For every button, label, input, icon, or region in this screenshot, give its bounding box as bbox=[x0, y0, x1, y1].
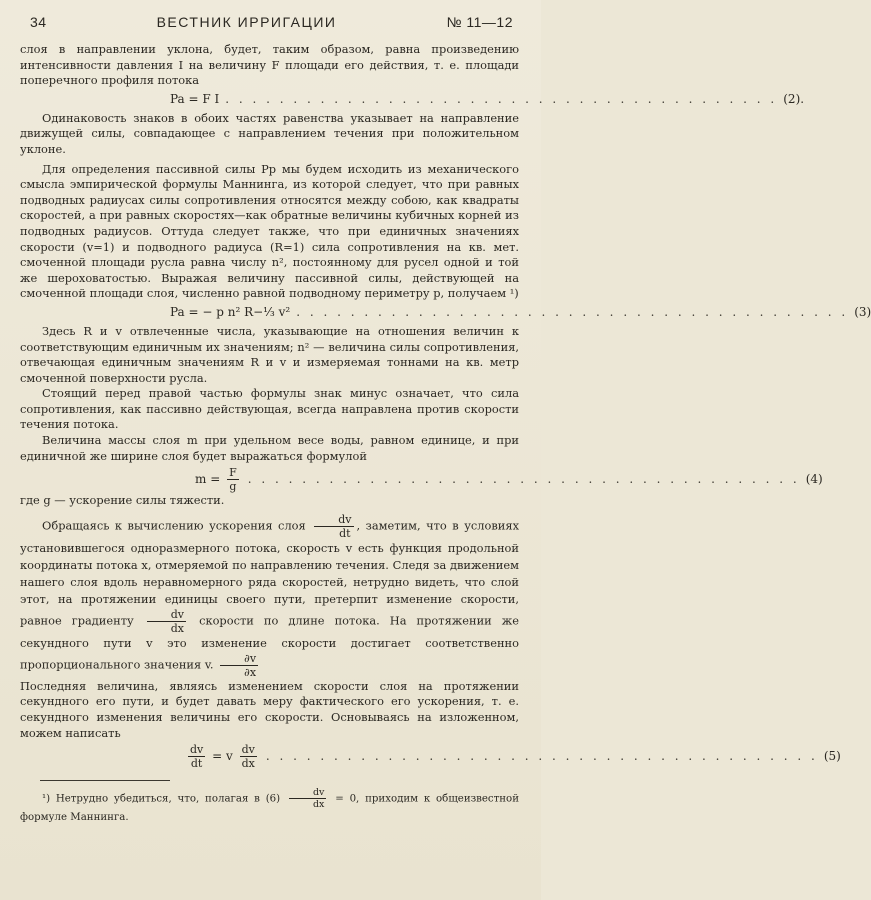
paragraph-2: Одинаковость знаков в обоих частях равенства указывает на направление движущей силы, совпадающее с направлением течения при положительном уклоне. bbox=[20, 110, 519, 156]
footnote-fraction: $\frac{dv}{dx}$ bbox=[289, 787, 326, 810]
formula-5-number: (5) bbox=[823, 749, 841, 764]
running-header bbox=[20, 14, 519, 30]
formula-2-number: (2). bbox=[783, 91, 805, 106]
paragraph-7: где g — ускорение силы тяжести. bbox=[20, 493, 225, 508]
issue-number: № 11—12 bbox=[446, 14, 513, 30]
formula-4: m = $\frac{F}{g}$ . . . . . . . . . . . . . . . . . . . . . . . . . . . . . . . . . . . . . . . . . (4) bbox=[20, 466, 519, 493]
formula-4-expression: m = $\frac{F}{g}$ bbox=[195, 466, 237, 494]
partial-gradient-fraction: $\frac{\partial v}{\partial x}$ bbox=[220, 652, 258, 679]
paragraph-6: Величина массы слоя m при удельном весе воды, равном единице, и при единичной же ширине слоя будет выражаться формулой bbox=[20, 433, 519, 463]
formula-3-number: (3) bbox=[854, 304, 871, 319]
formula-2: Pa = F I . . . . . . . . . . . . . . . . . . . . . . . . . . . . . . . . . . . . . . . . . (2). bbox=[20, 92, 519, 107]
paragraph-1: слоя в направлении уклона, будет, таким образом, равна произведению интенсивности давления I на величину F площади его действия, т. е. площади поперечного профиля потока bbox=[20, 42, 519, 88]
formula-2-expression: Pa = F I bbox=[170, 91, 220, 106]
formula-3: Pa = − p n² R−⅓ v² . . . . . . . . . . . . . . . . . . . . . . . . . . . . . . . . . . . . . . . . . (3) bbox=[20, 305, 519, 320]
formula-4-fraction: $\frac{F}{g}$ bbox=[229, 466, 237, 494]
journal-title: ВЕСТНИК ИРРИГАЦИИ bbox=[156, 14, 337, 30]
formula-3-expression: Pa = − p n² R−⅓ v² bbox=[170, 304, 291, 319]
page-number: 34 bbox=[30, 14, 47, 30]
footnote-separator bbox=[40, 780, 170, 781]
acceleration-fraction: $\frac{dv}{dt}$ bbox=[314, 513, 353, 540]
paragraph-9: Последняя величина, являясь изменением скорости слоя на протяжении секундного его пути, и будет давать меру фактического его ускорения, т. е. секундного изменения величины его скорости. Основываясь на изложенном, можем написать bbox=[20, 678, 519, 740]
paragraph-3: Для определения пассивной силы Pp мы будем исходить из механического смысла эмпирической формулы Маннинга, из которой следует, что при равных подводных радиусах силы сопротивления относятся между собою, как квадраты скоростей, а при равных скоростях—как обратные величины кубичных корней из подводных радиусов. Оттуда следует также, что при единичных значениях скорости (v=1) и подводного радиуса (R=1) сила сопротивления на кв. мет. смоченной площади русла равна числу n², постоянному для русел одной и той же шероховатостью. Выражая величину пассивной силы, действующей на смоченной площади слоя, численно равной подводному периметру p, получаем ¹) bbox=[20, 161, 519, 301]
paragraph-5: Стоящий перед правой частью формулы знак минус означает, что сила сопротивления, как пассивно действующая, всегда направлена против скорости течения потока. bbox=[20, 386, 519, 432]
formula-4-number: (4) bbox=[805, 472, 823, 487]
paragraph-8: Обращаясь к вычислению ускорения слоя $\frac{dv}{dt}$ , заметим, что в условиях установившегося одноразмерного потока, скорость v есть функция продольной координаты потока x, отмеряемой по направлению течения. Следя за движением нашего слоя вдоль неравномерного ряда скоростей, нетрудно видеть, что слой этот, на протяжении единицы своего пути, претерпит изменение скорости, равное градиенту $\frac{dv}{dx}$ скорости по длине потока. На протяжении же секундного пути v это изменение скорости достигает соответственно пропорционального значения v. $\frac{\partial v}{\partial x}$ bbox=[20, 512, 520, 679]
gradient-fraction: $\frac{dv}{dx}$ bbox=[147, 608, 186, 635]
formula-5: $\frac{dv}{dt}$ = v $\frac{dv}{dx}$ . . . . . . . . . . . . . . . . . . . . . . . . . . . . . . . . . . . . . . . . . (5) bbox=[20, 743, 519, 770]
formula-5-expression: $\frac{dv}{dt}$ = v $\frac{dv}{dx}$ bbox=[190, 743, 255, 771]
paragraph-4: Здесь R и v отвлеченные числа, указывающие на отношения величин к соответствующим единичным их значениям; n² — величина силы сопротивления, отвечающая единичным значениям R и v и измеряемая тоннами на кв. метр смоченной поверхности русла. bbox=[20, 323, 519, 385]
footnote: ¹) Нетрудно убедиться, что, полагая в (6) $\frac{dv}{dx}$ = 0, приходим к общеизвестной формуле Маннинга. bbox=[20, 787, 519, 824]
